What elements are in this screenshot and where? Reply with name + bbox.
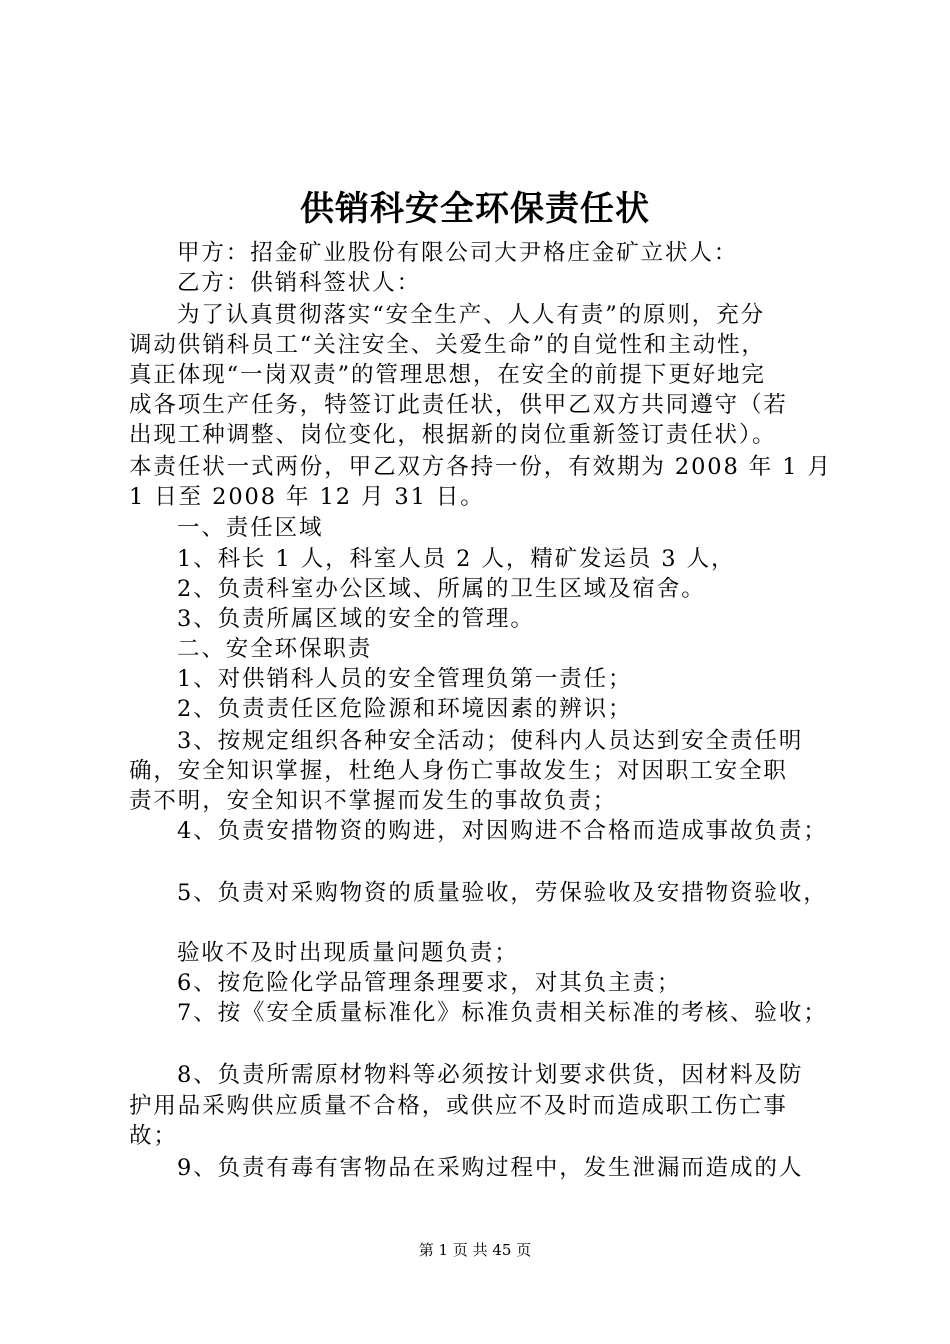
list-item: 6、按危险化学品管理条理要求，对其负主责； bbox=[177, 970, 682, 996]
paragraph-line: 真正体现“一岗双责”的管理思想，在安全的前提下更好地完 bbox=[129, 362, 766, 388]
paragraph-line: 本责任状一式两份，甲乙双方各持一份，有效期为 2008 年 1 月 bbox=[129, 454, 832, 480]
list-item: 5、负责对采购物资的质量验收，劳保验收及安措物资验收， bbox=[177, 880, 828, 906]
section-heading: 二、安全环保职责 bbox=[177, 636, 373, 662]
paragraph-line: 成各项生产任务，特签订此责任状，供甲乙双方共同遵守（若 bbox=[129, 392, 788, 418]
paragraph-line: 1 日至 2008 年 12 月 31 日。 bbox=[129, 484, 485, 510]
list-item: 8、负责所需原材物料等必须按计划要求供货，因材料及防 bbox=[177, 1062, 804, 1088]
list-item: 4、负责安措物资的购进，对因购进不合格而造成事故负责； bbox=[177, 818, 828, 844]
paragraph-line: 调动供销科员工“关注安全、关爱生命”的自觉性和主动性， bbox=[129, 332, 766, 358]
page-footer: 第 1 页 共 45 页 bbox=[418, 1241, 532, 1259]
list-item-continuation: 故； bbox=[129, 1123, 178, 1149]
list-item: 9、负责有毒有害物品在采购过程中，发生泄漏而造成的人 bbox=[177, 1155, 804, 1181]
list-item: 3、负责所属区域的安全的管理。 bbox=[177, 606, 535, 632]
list-item: 1、对供销科人员的安全管理负第一责任； bbox=[177, 666, 633, 692]
paragraph-line: 出现工种调整、岗位变化，根据新的岗位重新签订责任状）。 bbox=[129, 422, 777, 448]
list-item-continuation: 确，安全知识掌握，杜绝人身伤亡事故发生；对因职工安全职 bbox=[129, 758, 788, 784]
list-item-continuation: 责不明，安全知识不掌握而发生的事故负责； bbox=[129, 788, 618, 814]
list-item: 2、负责责任区危险源和环境因素的辨识； bbox=[177, 696, 633, 722]
list-item: 1、科长 1 人，科室人员 2 人，精矿发运员 3 人， bbox=[177, 546, 736, 572]
list-item-continuation: 验收不及时出现质量问题负责； bbox=[177, 940, 519, 966]
list-item: 7、按《安全质量标准化》标准负责相关标准的考核、验收； bbox=[177, 1000, 828, 1026]
section-heading: 一、责任区域 bbox=[177, 515, 324, 541]
list-item: 3、按规定组织各种安全活动；使科内人员达到安全责任明 bbox=[177, 728, 804, 754]
document-title: 供销科安全环保责任状 bbox=[300, 189, 650, 229]
party-a-line: 甲方：招金矿业股份有限公司大尹格庄金矿立状人： bbox=[177, 240, 739, 266]
paragraph-line: 为了认真贯彻落实“安全生产、人人有责”的原则，充分 bbox=[177, 302, 766, 328]
list-item: 2、负责科室办公区域、所属的卫生区域及宿舍。 bbox=[177, 576, 706, 602]
party-b-line: 乙方：供销科签状人： bbox=[177, 270, 422, 296]
list-item-continuation: 护用品采购供应质量不合格，或供应不及时而造成职工伤亡事 bbox=[129, 1093, 788, 1119]
